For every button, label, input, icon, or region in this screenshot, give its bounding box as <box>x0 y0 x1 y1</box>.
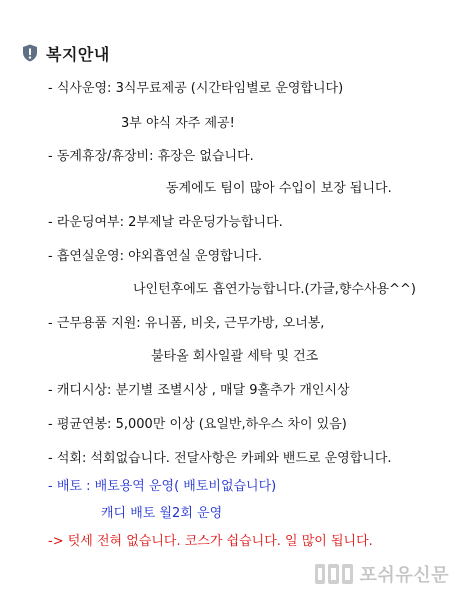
meal-info: - 식사운영: 3식무료제공 (시간타임별로 운영합니다) <box>48 81 344 96</box>
newspaper-logo-icon <box>314 561 354 587</box>
rounding-info: - 라운딩여부: 2부제날 라운딩가능합니다. <box>48 215 283 230</box>
watermark <box>314 561 449 587</box>
winter-closure-detail: 동계에도 팀이 많아 수입이 보장 됩니다. <box>166 181 392 196</box>
sand-divot-detail: 캐디 배토 월2회 운영 <box>101 506 223 521</box>
highlight-note-text: -> 텃세 전혀 없습니다. 코스가 쉽습니다. 일 많이 됩니다. <box>48 534 373 549</box>
caddie-award-info: - 캐디시상: 분기별 조별시상 , 매달 9홀추가 개인시상 <box>48 383 350 398</box>
watermark-text: 포쉬유신문 <box>359 565 449 586</box>
smoking-room-info: - 흡연실운영: 야외흡연실 운영합니다. <box>48 249 262 264</box>
sand-divot-info: - 배토 : 배토용역 운영( 배토비없습니다) <box>48 479 277 494</box>
shield-warning-icon <box>22 44 38 62</box>
smoking-room-detail: 나인턴후에도 흡연가능합니다.(가글,향수사용^^) <box>133 282 416 297</box>
meal-info-detail: 3부 야식 자주 제공! <box>121 116 235 131</box>
work-supplies-info: - 근무용품 지원: 유니폼, 비옷, 근무가방, 오너봉, <box>48 316 325 331</box>
average-salary-info: - 평균연봉: 5,000만 이상 (요일반,하우스 차이 있음) <box>48 417 347 432</box>
winter-closure-info: - 동계휴장/휴장비: 휴장은 없습니다. <box>48 149 254 164</box>
fee-info: - 석회: 석회없습니다. 전달사항은 카페와 밴드로 운영합니다. <box>48 451 392 466</box>
highlight-note <box>48 533 373 551</box>
page-title: 복지안내 <box>46 44 110 64</box>
work-supplies-detail: 불타올 회사일괄 세탁 및 건조 <box>151 349 319 364</box>
notice-header <box>22 41 110 65</box>
